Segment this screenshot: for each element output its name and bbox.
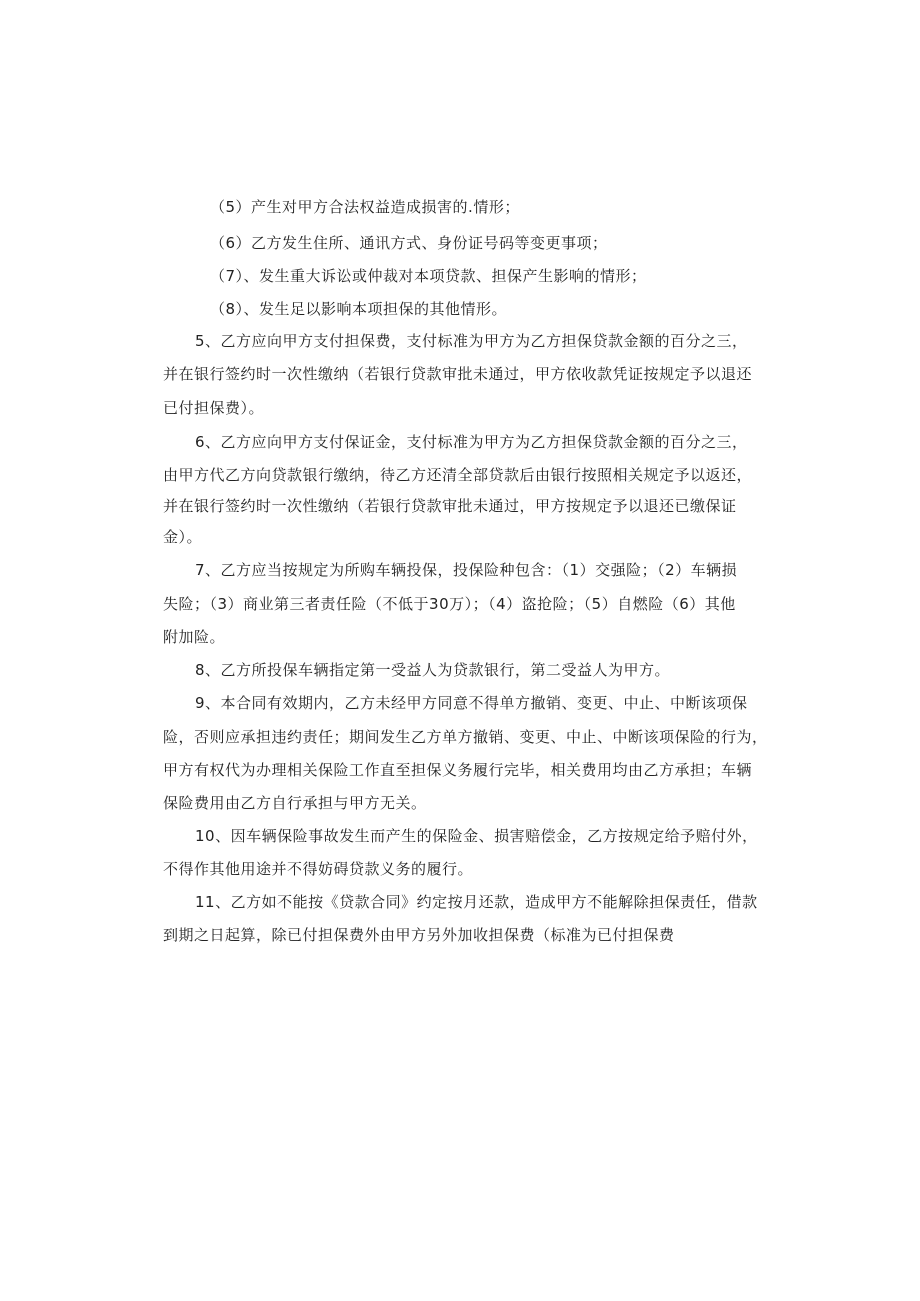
clause-7-line-3: 附加险。 (163, 628, 226, 646)
clause-11-line-2: 到期之日起算，除已付担保费外由甲方另外加收担保费（标准为已付担保费 (163, 926, 675, 944)
clause-9-line-3: 甲方有权代为办理相关保险工作直至担保义务履行完毕，相关费用均由乙方承担；车辆 (163, 761, 753, 779)
clause-4-8: （8）、发生足以影响本项担保的其他情形。 (210, 300, 508, 318)
clause-5-line-2: 并在银行签约时一次性缴纳（若银行贷款审批未通过，甲方依收款凭证按规定予以退还 (163, 365, 753, 383)
clause-5-line-3: 已付担保费）。 (163, 399, 265, 417)
clause-9-line-2: 险，否则应承担违约责任；期间发生乙方单方撤销、变更、中止、中断该项保险的行为， (163, 728, 768, 746)
clause-7-line-1: 7、乙方应当按规定为所购车辆投保，投保险种包含：（1）交强险；（2）车辆损 (195, 561, 738, 579)
clause-4-6: （6）乙方发生住所、通讯方式、身份证号码等变更事项； (210, 234, 608, 252)
clause-8-line-1: 8、乙方所投保车辆指定第一受益人为贷款银行，第二受益人为甲方。 (195, 661, 671, 679)
clause-9-line-1: 9、本合同有效期内，乙方未经甲方同意不得单方撤销、变更、中止、中断该项保 (195, 694, 748, 712)
clause-6-line-3: 并在银行签约时一次性缴纳（若银行贷款审批未通过，甲方按规定予以退还已缴保证 (163, 497, 737, 515)
clause-10-line-2: 不得作其他用途并不得妨碍贷款义务的履行。 (163, 860, 474, 878)
clause-4-7: （7）、发生重大诉讼或仲裁对本项贷款、担保产生影响的情形； (210, 267, 647, 285)
clause-11-line-1: 11、乙方如不能按《贷款合同》约定按月还款，造成甲方不能解除担保责任，借款 (195, 893, 758, 911)
clause-10-line-1: 10、因车辆保险事故发生而产生的保险金、损害赔偿金，乙方按规定给予赔付外， (195, 827, 758, 845)
clause-9-line-4: 保险费用由乙方自行承担与甲方无关。 (163, 794, 427, 812)
clause-4-5: （5）产生对甲方合法权益造成损害的.情形； (210, 198, 520, 216)
clause-6-line-2: 由甲方代乙方向贷款银行缴纳，待乙方还清全部贷款后由银行按照相关规定予以返还， (163, 466, 753, 484)
clause-6-line-4: 金）。 (163, 528, 203, 546)
clause-6-line-1: 6、乙方应向甲方支付保证金，支付标准为甲方为乙方担保贷款金额的百分之三， (195, 433, 748, 451)
clause-7-line-2: 失险；（3）商业第三者责任险（不低于30万）；（4）盗抢险；（5）自燃险（6）其他 (163, 595, 736, 613)
clause-5-line-1: 5、乙方应向甲方支付担保费，支付标准为甲方为乙方担保贷款金额的百分之三， (195, 332, 748, 350)
